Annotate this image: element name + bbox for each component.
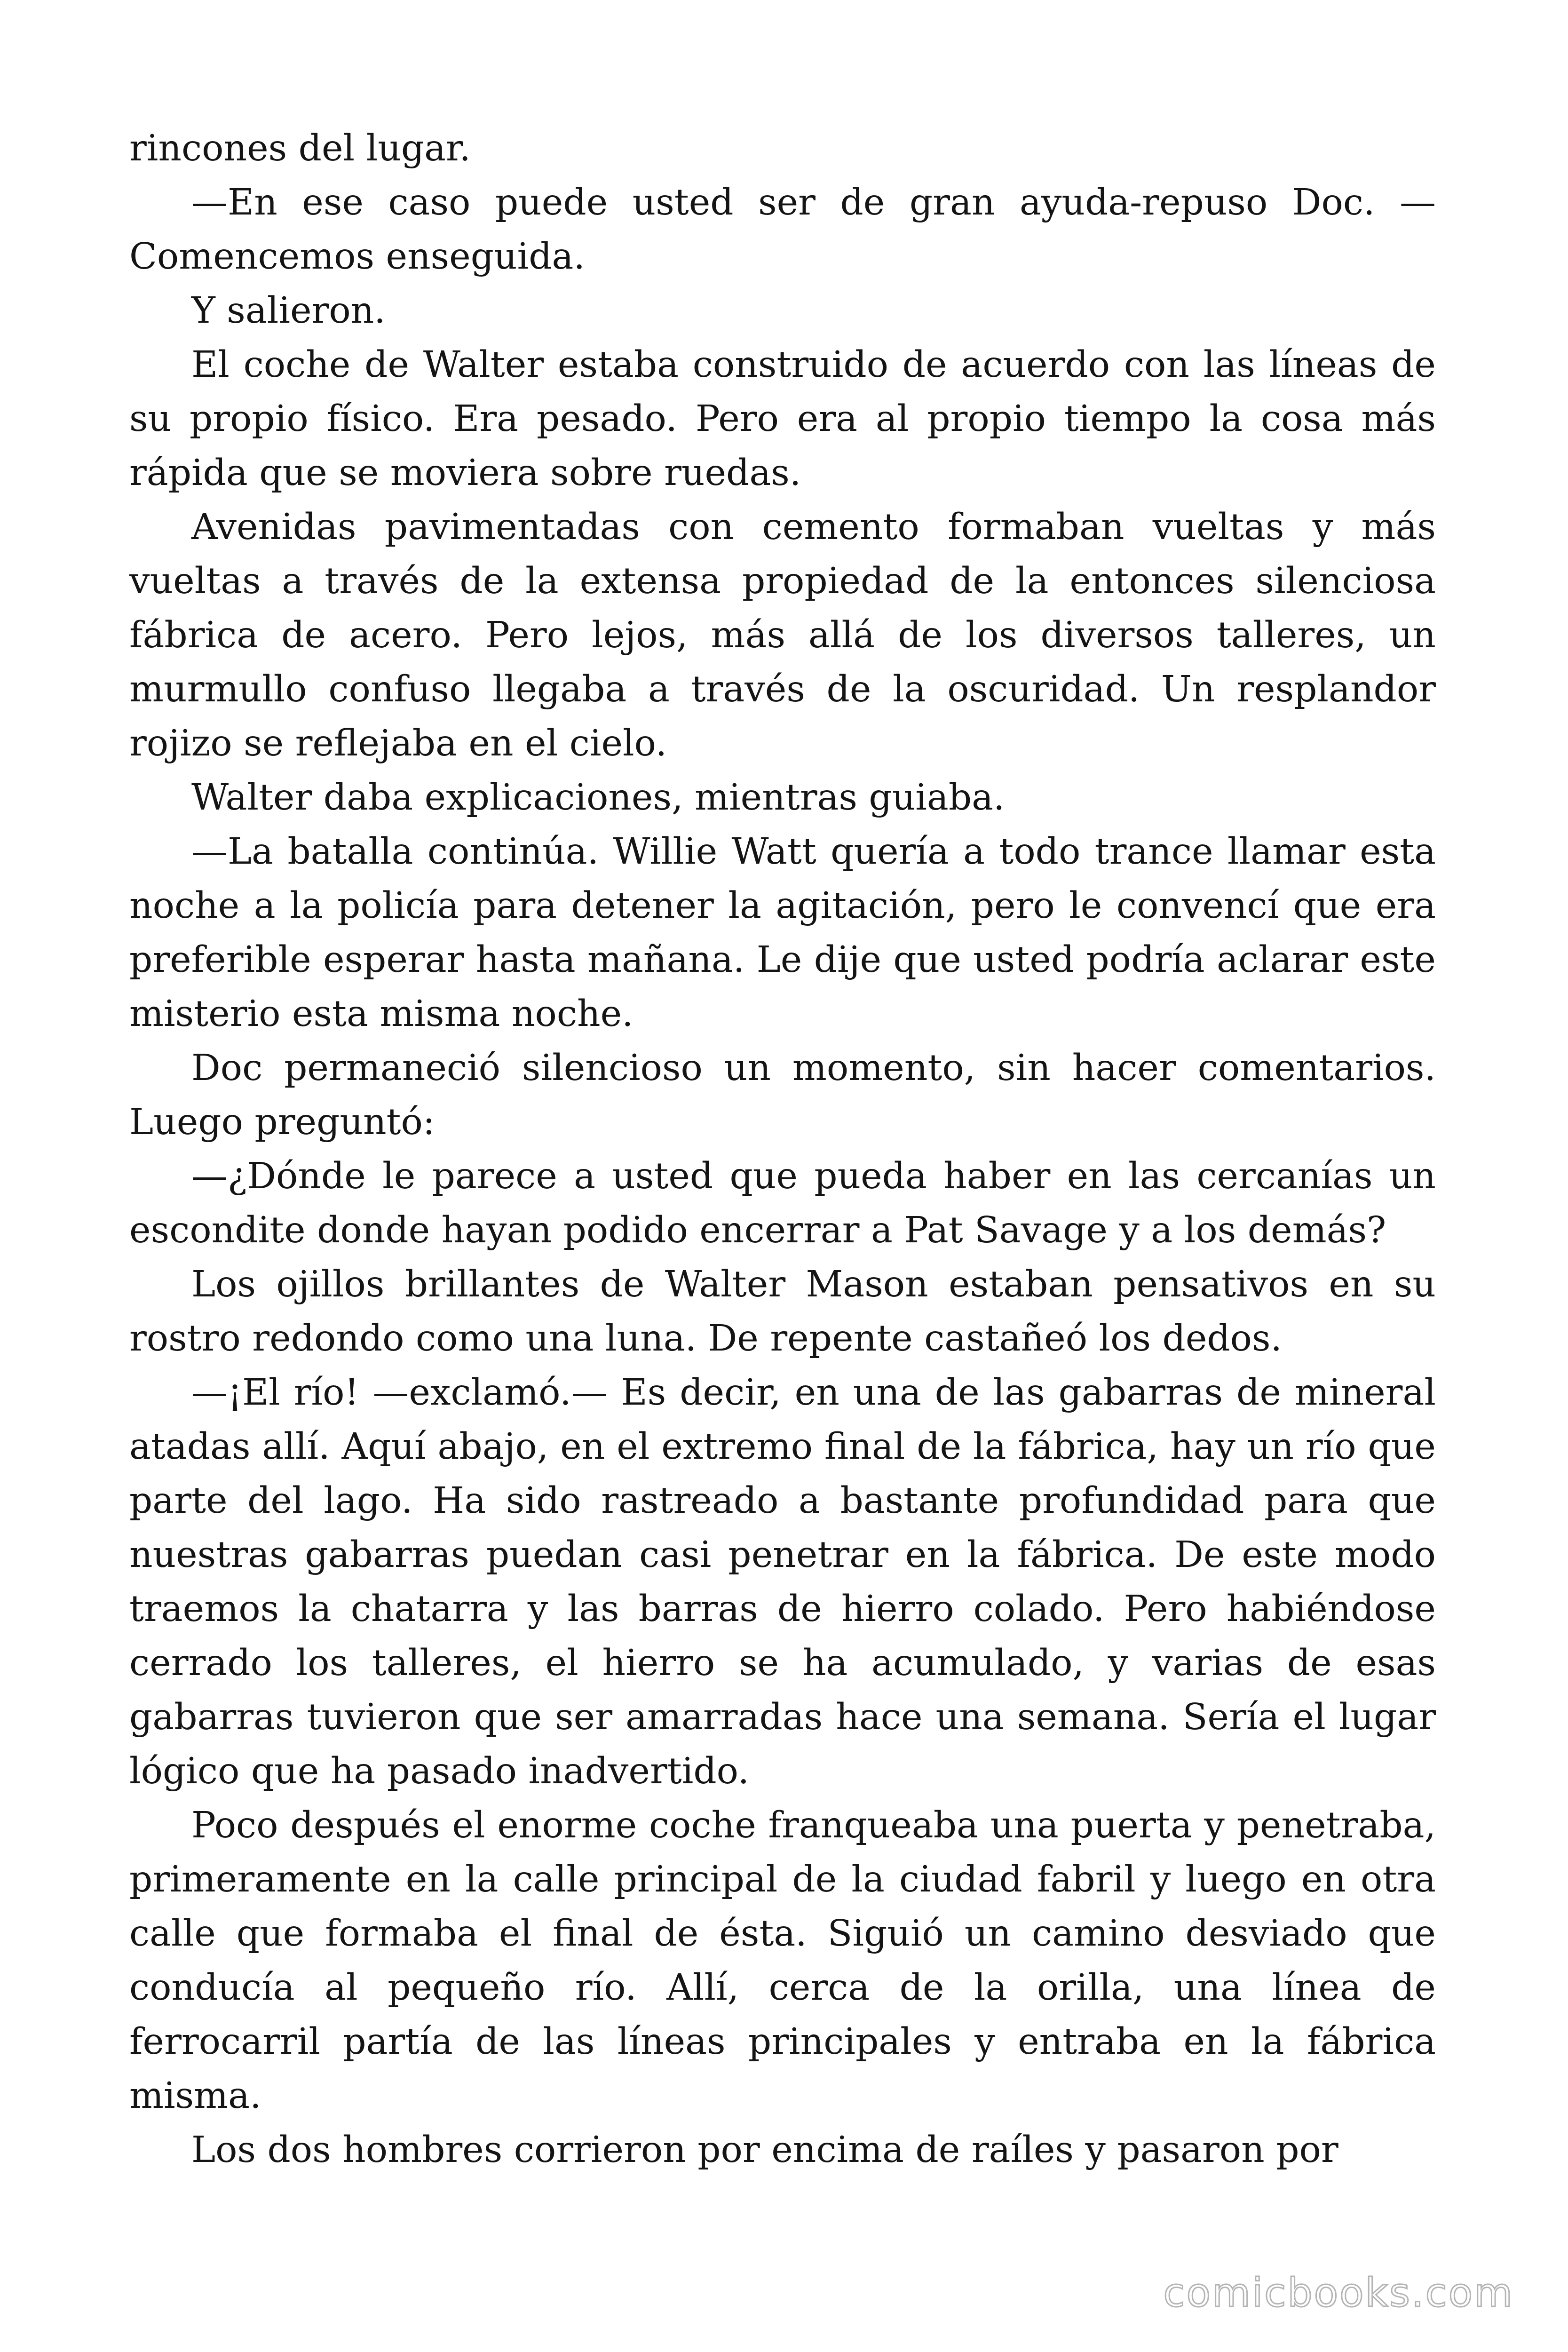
paragraph-4: El coche de Walter estaba construido de acuerdo con las líneas de su propio físico. Era pesado. Pero era al propio tiempo la cosa más rápida que se moviera sobre ruedas. — [129, 344, 1436, 494]
paragraph-5: Avenidas pavimentadas con cemento formaban vueltas y más vueltas a través de la extensa propiedad de la entonces silenciosa fábrica de acero. Pero lejos, más allá de los diversos talleres, un murmullo confuso llegaba a través de la oscuridad. Un resplandor rojizo se reflejaba en el cielo. — [129, 506, 1436, 764]
paragraph-11: —¡El río! —exclamó.— Es decir, en una de las gabarras de mineral atadas allí. Aquí abajo, en el extremo final de la fábrica, hay un río que parte del lago. Ha sido rastreado a bastante profundidad para que nuestras gabarras puedan casi penetrar en la fábrica. De este modo traemos la chatarra y las barras de hierro colado. Pero habiéndose cerrado los talleres, el hierro se ha acumulado, y varias de esas gabarras tuvieron que ser amarradas hace una semana. Sería el lugar lógico que ha pasado inadvertido. — [129, 1372, 1436, 1792]
watermark: comicbooks.com — [1163, 2270, 1514, 2316]
paragraph-9: —¿Dónde le parece a usted que pueda haber en las cercanías un escondite donde hayan podido encerrar a Pat Savage y a los demás? — [129, 1155, 1436, 1251]
paragraph-2: —En ese caso puede usted ser de gran ayuda-repuso Doc. —Comencemos enseguida. — [129, 182, 1436, 278]
book-page — [129, 121, 1436, 2177]
paragraph-13: Los dos hombres corrieron por encima de raíles y pasaron por — [191, 2129, 1338, 2171]
paragraph-1: rincones del lugar. — [129, 127, 471, 169]
paragraph-10: Los ojillos brillantes de Walter Mason estaban pensativos en su rostro redondo como una luna. De repente castañeó los dedos. — [129, 1263, 1436, 1359]
paragraph-12: Poco después el enorme coche franqueaba una puerta y penetraba, primeramente en la calle principal de la ciudad fabril y luego en otra calle que formaba el final de ésta. Siguió un camino desviado que conducía al pequeño río. Allí, cerca de la orilla, una línea de ferrocarril partía de las líneas principales y entraba en la fábrica misma. — [129, 1804, 1436, 2117]
paragraph-3: Y salieron. — [191, 290, 386, 332]
paragraph-7: —La batalla continúa. Willie Watt quería a todo trance llamar esta noche a la policía para detener la agitación, pero le convencí que era preferible esperar hasta mañana. Le dije que usted podría aclarar este misterio esta misma noche. — [129, 831, 1436, 1035]
paragraph-6: Walter daba explicaciones, mientras guiaba. — [191, 777, 1005, 818]
paragraph-8: Doc permaneció silencioso un momento, sin hacer comentarios. Luego preguntó: — [129, 1047, 1436, 1143]
